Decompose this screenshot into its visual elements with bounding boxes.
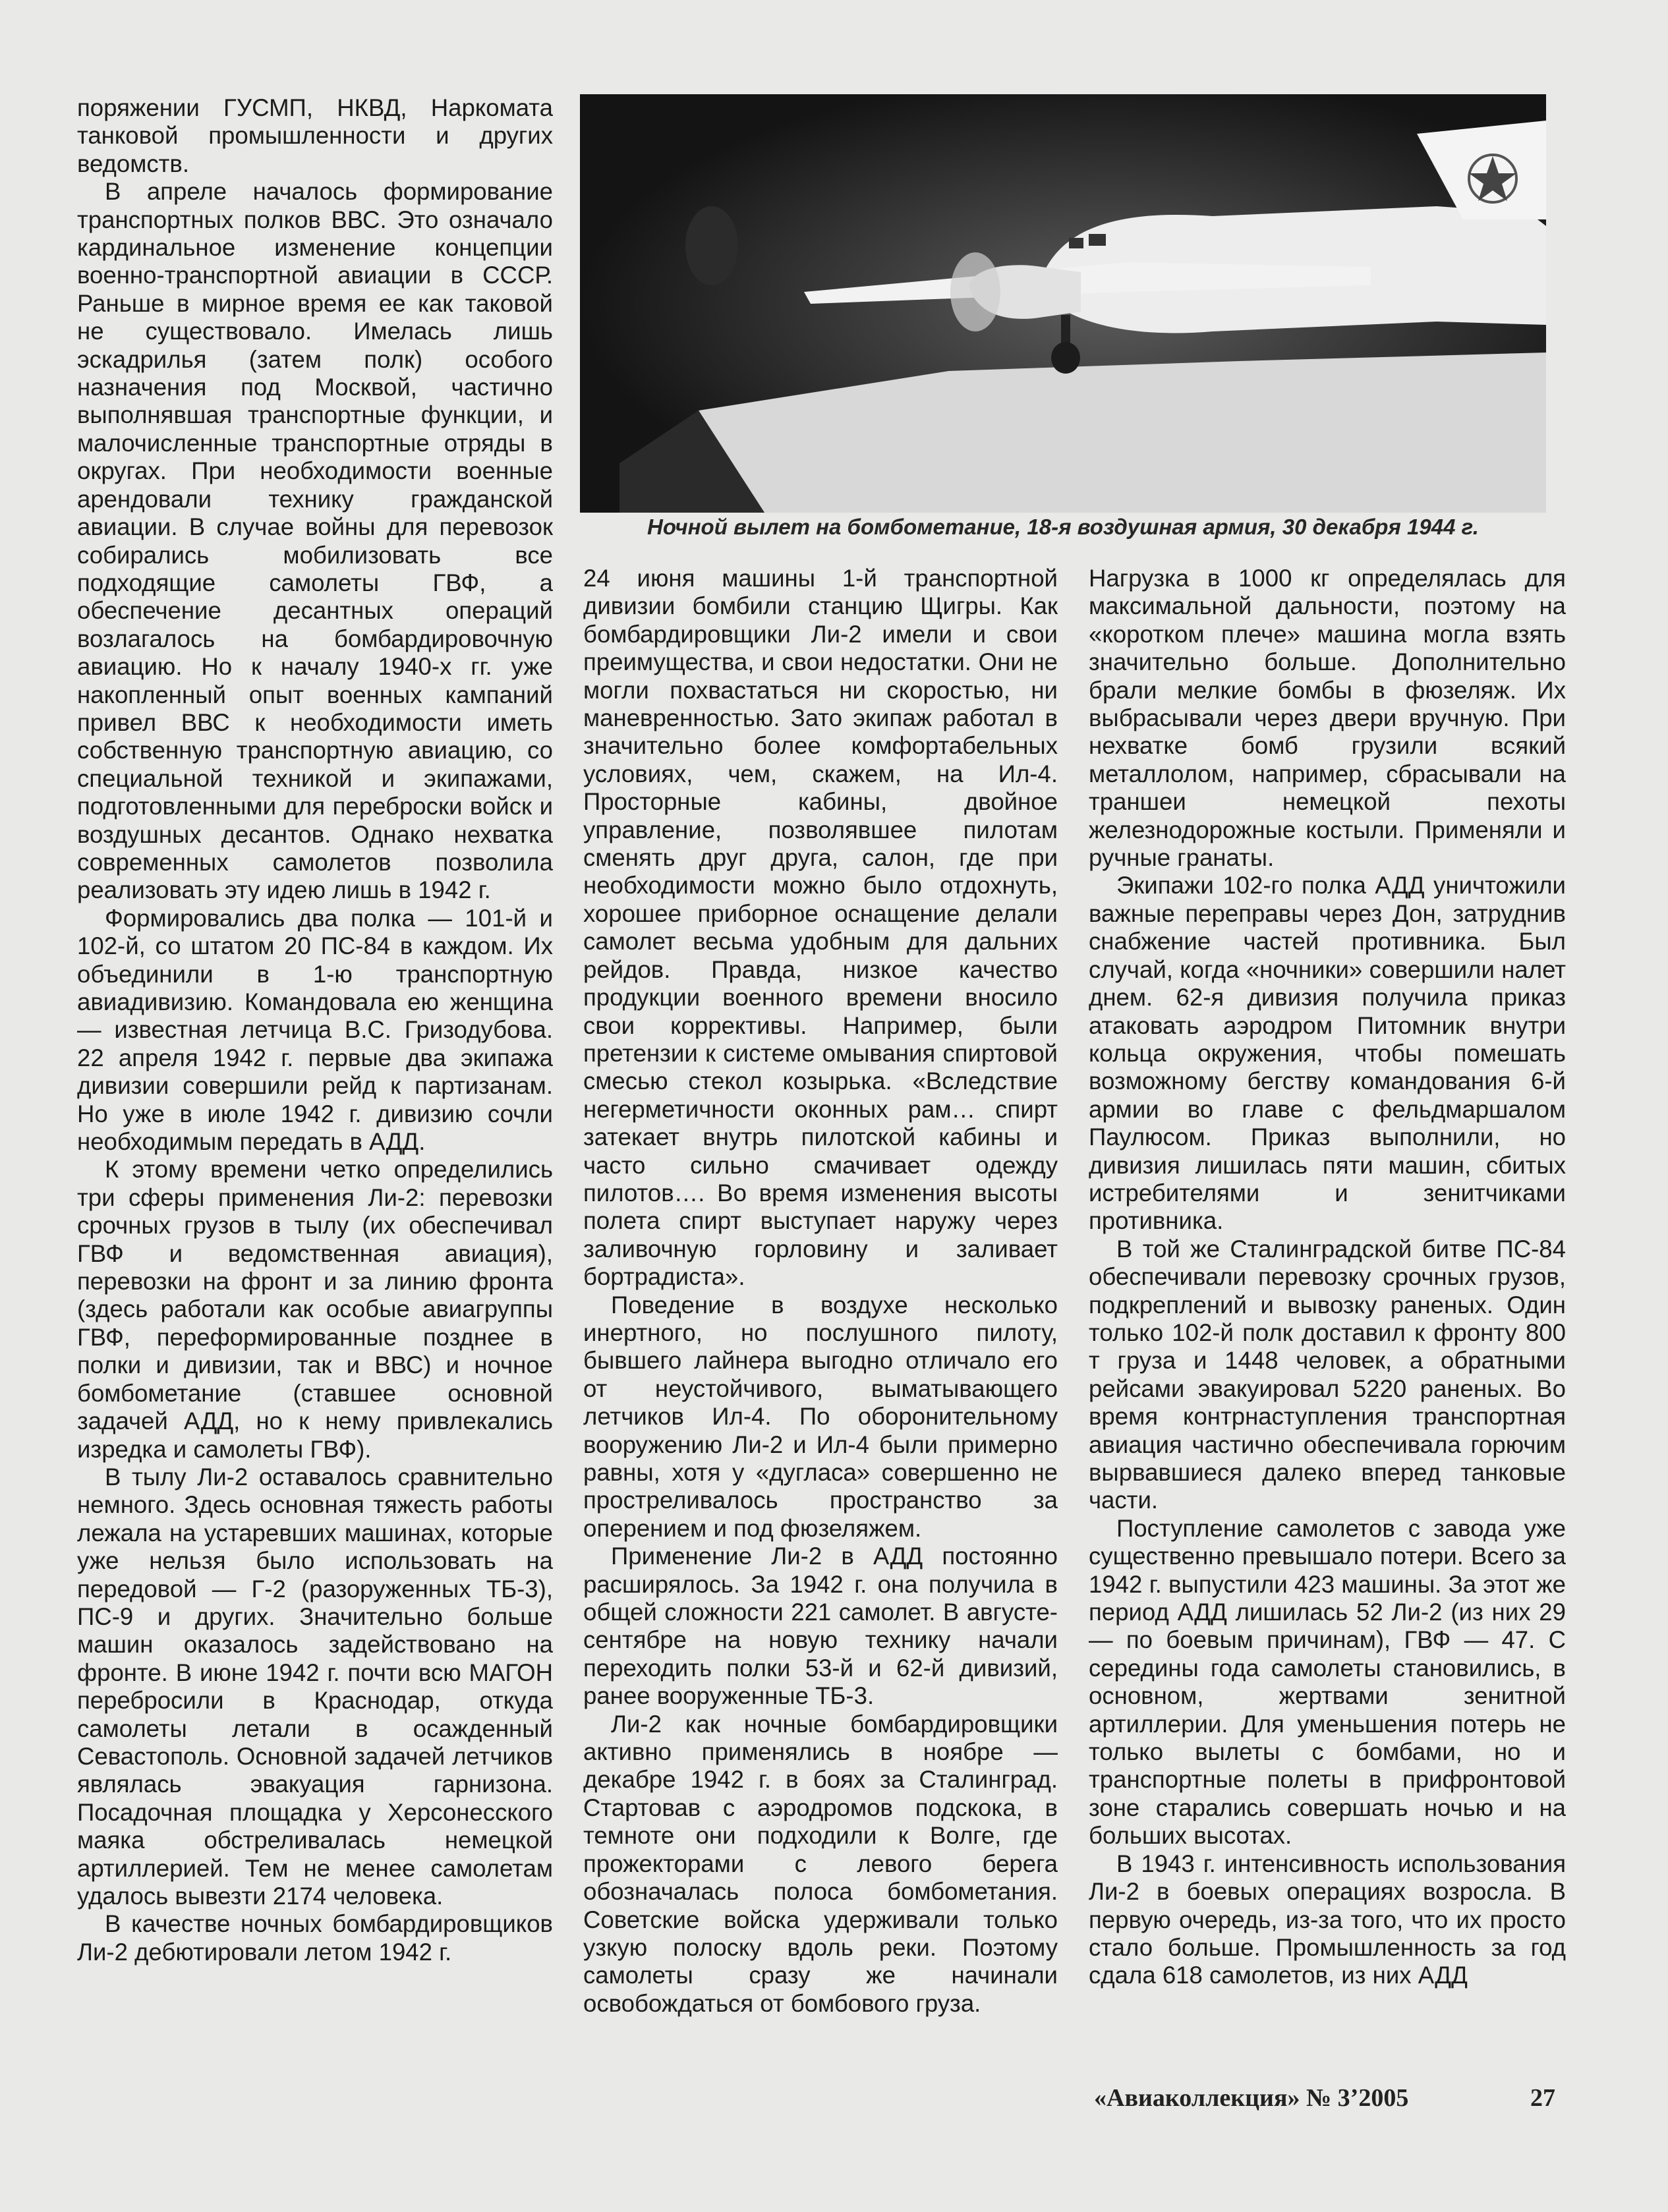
page-footer — [1094, 2084, 1555, 2116]
wheel — [1051, 342, 1080, 374]
aircraft-illustration — [580, 94, 1546, 513]
text-column-1 — [77, 94, 553, 1966]
paragraph: В 1943 г. интенсивность использования Ли-2 в боевых операциях возросла. В первую очередь, из-за того, что их просто стало больше. Промышленность за год сдала 618 самолетов, из них АДД — [1089, 1850, 1566, 1989]
text-column-2 — [583, 565, 1058, 2018]
paragraph: К этому времени четко определились три сферы применения Ли-2: перевозки срочных грузов в тылу (их обеспечивал ГВФ и ведомственная авиация), перевозки на фронт и за линию фронта (здесь работали как особые авиагруппы ГВФ, переформированные позднее в полки и дивизии, так и ВВС) и ночное бомбометание (ставшее основной задачей АДД, но к нему привлекались изредка и самолеты ГВФ). — [77, 1156, 553, 1463]
paragraph: Поведение в воздухе несколько инертного, но послушного пилоту, бывшего лайнера выгодно отличало его от неустойчивого, выматывающего летчиков Ил-4. По оборонительному вооружению Ли-2 и Ил-4 были примерно равны, хотя у «дугласа» совершенно не простреливалось пространство за оперением и под фюзеляжем. — [583, 1291, 1058, 1542]
paragraph: Ли-2 как ночные бомбардировщики активно применялись в ноябре — декабре 1942 г. в боях за Сталинград. Стартовав с аэродромов подскока, в темноте они подходили к Волге, где прожекторами с левого берега обозначалась полоса бомбометания. Советские войска удерживали только узкую полоску вдоль реки. Поэтому самолеты сразу же начинали освобождаться от бомбового груза. — [583, 1710, 1058, 2017]
page-number: 27 — [1530, 2084, 1555, 2112]
paragraph: Экипажи 102-го полка АДД уничтожили важные переправы через Дон, затруднив снабжение частей противника. Был случай, когда «ночники» совершили налет днем. 62-я дивизия получила приказ атаковать аэродром Питомник внутри кольца окружения, чтобы помешать возможному бегству командования 6-й армии во главе с фельдмаршалом Паулюсом. Приказ выполнили, но дивизия лишилась пяти машин, сбитых истребителями и зенитчиками противника. — [1089, 872, 1566, 1235]
cockpit-window — [1069, 238, 1083, 248]
paragraph: Формировались два полка — 101-й и 102-й, со штатом 20 ПС-84 в каждом. Их объединили в 1-ю транспортную авиадивизию. Командовала ею женщина — известная летчица В.С. Гризодубова. 22 апреля 1942 г. первые два экипажа дивизии совершили рейд к партизанам. Но уже в июле 1942 г. дивизию сочли необходимым передать в АДД. — [77, 904, 553, 1156]
propeller-disc — [950, 252, 1000, 331]
paragraph: Нагрузка в 1000 кг определялась для максимальной дальности, поэтому на «коротком плече» машина могла взять значительно больше. Дополнительно брали мелкие бомбы в фюзеляж. Их выбрасывали через двери вручную. При нехватке бомб грузили всякий металлолом, например, сбрасывали на траншеи немецкой пехоты железнодорожные костыли. Применяли и ручные гранаты. — [1089, 565, 1566, 872]
paragraph: поряжении ГУСМП, НКВД, Наркомата танковой промышленности и других ведомств. — [77, 94, 553, 177]
paragraph: В качестве ночных бомбардировщиков Ли-2 дебютировали летом 1942 г. — [77, 1910, 553, 1966]
paragraph: В той же Сталинградской битве ПС-84 обеспечивали перевозку срочных грузов, подкреплений и вывозку раненых. Один только 102-й полк доставил к фронту 800 т груза и 1448 человек, а обратными рейсами эвакуировал 5220 раненых. Во время контрнаступления транспортная авиация частично обеспечивала горючим вырвавшиеся далеко вперед танковые части. — [1089, 1235, 1566, 1514]
figure-silhouette — [685, 206, 738, 285]
cockpit-window — [1089, 234, 1106, 246]
paragraph: Применение Ли-2 в АДД постоянно расширялось. За 1942 г. она получила в общей сложности 221 самолет. В августе-сентябре на новую технику начали переходить полки 53-й и 62-й дивизий, ранее вооруженные ТБ-3. — [583, 1543, 1058, 1710]
magazine-issue: «Авиаколлекция» № 3’2005 — [1094, 2084, 1409, 2112]
paragraph: В тылу Ли-2 оставалось сравнительно немного. Здесь основная тяжесть работы лежала на устаревших машинах, которые уже нельзя было использовать на передовой — Г-2 (разоруженных ТБ-3), ПС-9 и других. Значительно больше машин оказалось задействовано на фронте. В июне 1942 г. почти всю МАГОН перебросили в Краснодар, откуда самолеты летали в осажденный Севастополь. Основной задачей летчиков являлась эвакуация гарнизона. Посадочная площадка у Херсонесского маяка обстреливалась немецкой артиллерией. Тем не менее самолетам удалось вывезти 2174 человека. — [77, 1463, 553, 1910]
paragraph: 24 июня машины 1-й транспортной дивизии бомбили станцию Щигры. Как бомбардировщики Ли-2 имели и свои преимущества, и свои недостатки. Они не могли похвастаться ни скоростью, ни маневренностью. Зато экипаж работал в значительно более комфортабельных условиях, чем, скажем, на Ил-4. Просторные кабины, двойное управление, позволявшее пилотам сменять друг друга, салон, где при необходимости можно было отдохнуть, хорошее приборное оснащение делали самолет весьма удобным для дальних рейдов. Правда, низкое качество продукции военного времени вносило свои коррективы. Например, были претензии к системе омывания спиртовой смесью стекол козырька. «Вследствие негерметичности оконных рам… спирт затекает внутрь пилотской кабины и часто сильно смачивает одежду пилотов…. Во время изменения высоты полета спирт выступает наружу через заливочную горловину и заливает бортрадиста». — [583, 565, 1058, 1291]
paragraph: Поступление самолетов с завода уже существенно превышало потери. Всего за 1942 г. выпустили 423 машины. За этот же период АДД лишилась 52 Ли-2 (из них 29 — по боевым причинам), ГВФ — 47. С середины года самолеты становились, в основном, жертвами зенитной артиллерии. Для уменьшения потерь не только вылеты с бомбами, но и транспортные полеты в прифронтовой зоне старались совершать ночью и на больших высотах. — [1089, 1514, 1566, 1850]
paragraph: В апреле началось формирование транспортных полков ВВС. Это означало кардинальное изменение концепции военно-транспортной авиации в СССР. Раньше в мирное время ее как таковой не существовало. Имелась лишь эскадрилья (затем полк) особого назначения под Москвой, частично выполнявшая транспортные функции, и малочисленные транспортные отряды в округах. При необходимости военные арендовали технику гражданской авиации. В случае войны для перевозок собирались мобилизовать все подходящие самолеты ГВФ, а обеспечение десантных операций возлагалось на бомбардировочную авиацию. Но к началу 1940-х гг. уже накопленный опыт военных кампаний привел ВВС к необходимости иметь собственную транспортную авиацию, со специальной техникой и экипажами, подготовленными для переброски войск и воздушных десантов. Однако нехватка современных самолетов позволила реализовать эту идею лишь в 1942 г. — [77, 178, 553, 904]
text-column-3 — [1089, 565, 1566, 1990]
night-bomber-photo — [580, 94, 1546, 513]
photo-caption: Ночной вылет на бомбометание, 18-я воздушная армия, 30 декабря 1944 г. — [647, 515, 1479, 539]
